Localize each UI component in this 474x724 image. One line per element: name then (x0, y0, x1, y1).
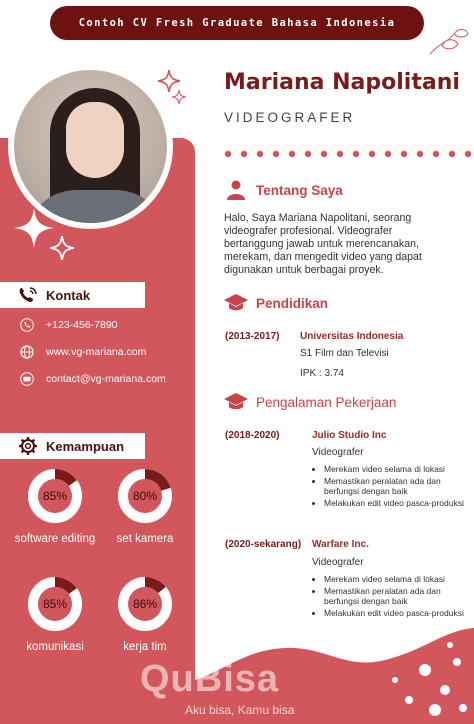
flower-decoration-icon (424, 24, 472, 68)
skill-ring (27, 576, 83, 632)
skill-item (100, 468, 190, 547)
contact-phone: +123-456-7890 (20, 318, 118, 332)
education-period: (2013-2017) (225, 331, 280, 342)
profile-role: VIDEOGRAFER (224, 110, 356, 125)
sparkle-icon (158, 70, 180, 92)
skill-item (10, 468, 100, 547)
duty-item: • Merekam video selama di lokasi (324, 464, 466, 475)
job-position: Videografer (312, 557, 364, 568)
education-degree: S1 Film dan Televisi (300, 348, 389, 359)
skill-percent: 85% (42, 489, 68, 503)
skill-name: software editing (14, 533, 96, 545)
phone-call-icon (18, 285, 40, 305)
skill-percent: 86% (132, 597, 158, 611)
sparkle-icon (50, 236, 74, 260)
watermark-tagline: Aku bisa, Kamu bisa (185, 703, 295, 717)
mail-icon (20, 372, 34, 386)
duty-item: • Melakukan edit video pasca-produksi (324, 498, 466, 509)
skill-percent: 85% (42, 597, 68, 611)
contact-email: contact@vg-mariana.com (20, 372, 166, 386)
watermark-logo: QuBisa (140, 658, 280, 700)
duty-item: • Merekam video selama di lokasi (324, 574, 466, 585)
profile-photo (8, 64, 173, 229)
skill-ring (117, 468, 173, 524)
dotted-divider (224, 150, 474, 158)
education-heading: Pendidikan (224, 293, 328, 313)
cv-banner-title: Contoh CV Fresh Graduate Bahasa Indonesia (50, 6, 424, 40)
duty-item: • Memastikan peralatan ada dan berfungsi dengan baik (324, 586, 466, 607)
job-period: (2020-sekarang) (225, 539, 302, 550)
job-position: Videografer (312, 447, 364, 458)
profile-name: Mariana Napolitani (224, 70, 460, 95)
skill-item (100, 576, 190, 655)
graduation-cap-icon (224, 293, 248, 313)
contact-section-title (0, 282, 145, 308)
duty-item: • Memastikan peralatan ada dan berfungsi dengan baik (324, 476, 466, 497)
job-company: Warfare Inc. (312, 539, 369, 550)
skills-section-title (0, 433, 145, 459)
job-period: (2018-2020) (225, 430, 280, 441)
education-gpa: IPK : 3.74 (300, 368, 344, 379)
skill-name: komunikasi (26, 641, 84, 653)
education-school: Universitas Indonesia (300, 331, 404, 342)
experience-heading: Pengalaman Pekerjaan (224, 392, 396, 412)
phone-icon (20, 318, 34, 332)
duty-item: • Melakukan edit video pasca-produksi (324, 608, 466, 619)
skill-name: kerja tim (123, 641, 167, 653)
about-heading: Tentang Saya (224, 180, 343, 200)
sparkle-icon (172, 90, 186, 104)
job-company: Julio Studio Inc (312, 430, 387, 441)
skills-title: Kemampuan (46, 438, 125, 454)
sparkle-icon (14, 208, 54, 248)
person-icon (224, 180, 248, 200)
skill-item (10, 576, 100, 655)
contact-title: Kontak (46, 287, 91, 303)
gear-icon (18, 436, 40, 456)
globe-icon (20, 345, 34, 359)
about-text: Halo, Saya Mariana Napolitani, seorang videografer profesional. Videografer bertanggung jawab untuk merencanakan, merekam, dan mengedit video yang dapat digunakan untuk berbagai proyek. (224, 212, 422, 276)
skill-percent: 80% (132, 489, 158, 503)
contact-website: www.vg-mariana.com (20, 345, 146, 359)
skill-ring (117, 576, 173, 632)
skill-name: set kamera (116, 533, 174, 545)
job-duties (316, 464, 466, 509)
graduation-cap-icon (224, 392, 248, 412)
skill-ring (27, 468, 83, 524)
